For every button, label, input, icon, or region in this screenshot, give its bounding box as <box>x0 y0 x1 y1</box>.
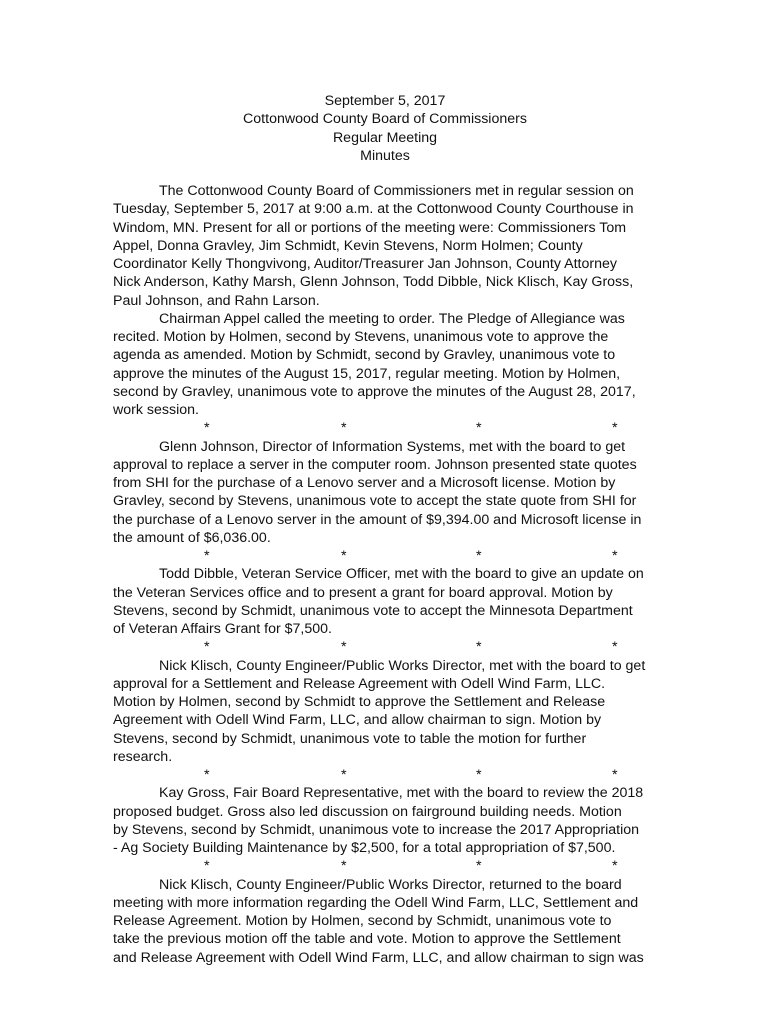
text-line: Tuesday, September 5, 2017 at 9:00 a.m. at the Cottonwood County Courthouse in <box>113 201 634 218</box>
meeting-type: Regular Meeting <box>332 129 438 146</box>
text-line: Chairman Appel called the meeting to order. The Pledge of Allegiance was <box>159 310 625 327</box>
separator-asterisk: * <box>341 420 347 437</box>
text-line: of Veteran Affairs Grant for $7,500. <box>113 621 332 637</box>
separator-asterisk: * <box>341 767 347 783</box>
text-line: by Stevens, second by Schmidt, unanimous vote to increase the 2017 Appropriation <box>113 821 640 838</box>
text-line: Agreement with Odell Wind Farm, LLC, and allow chairman to sign. Motion by <box>113 712 602 729</box>
separator-asterisk: * <box>476 767 482 783</box>
text-line: meeting with more information regarding the Odell Wind Farm, LLC, Settlement and <box>113 894 639 911</box>
separator-asterisk: * <box>612 639 618 656</box>
separator-asterisk: * <box>612 767 618 783</box>
separator-asterisk: * <box>341 858 347 875</box>
separator-asterisk: * <box>204 420 210 437</box>
separator-asterisk: * <box>204 548 210 564</box>
text-line: approval to replace a server in the computer room. Johnson presented state quotes <box>113 456 637 473</box>
text-line: the Veteran Services office and to present a grant for board approval. Motion by <box>113 584 613 601</box>
separator-asterisk: * <box>476 639 482 656</box>
text-line: work session. <box>113 402 199 418</box>
section-separator <box>113 419 688 437</box>
text-line: Nick Klisch, County Engineer/Public Works Director, met with the board to get <box>159 657 646 674</box>
text-line: Gravley, second by Stevens, unanimous vote to accept the state quote from SHI for <box>113 493 637 510</box>
section-separator <box>113 638 688 656</box>
text-line: proposed budget. Gross also led discussion on fairground building needs. Motion <box>113 803 622 820</box>
text-line: Nick Klisch, County Engineer/Public Works Director, returned to the board <box>159 876 622 893</box>
text-line: and Release Agreement with Odell Wind Farm, LLC, and allow chairman to sign was <box>113 949 644 966</box>
separator-asterisk: * <box>612 858 618 875</box>
separator-asterisk: * <box>612 420 618 437</box>
board-name: Cottonwood County Board of Commissioners <box>243 111 527 128</box>
separator-asterisk: * <box>204 858 210 875</box>
separator-asterisk: * <box>476 420 482 437</box>
text-line: Windom, MN. Present for all or portions of the meeting were: Commissioners Tom <box>113 219 627 236</box>
separator-asterisk: * <box>204 639 210 656</box>
section-separator <box>113 857 688 875</box>
text-line: second by Gravley, unanimous vote to approve the minutes of the August 28, 2017, <box>113 383 636 400</box>
text-line: - Ag Society Building Maintenance by $2,500, for a total appropriation of $7,500. <box>113 840 616 856</box>
separator-asterisk: * <box>204 767 210 783</box>
text-line: Coordinator Kelly Thongvivong, Auditor/Treasurer Jan Johnson, County Attorney <box>113 256 617 272</box>
text-line: Motion by Holmen, second by Schmidt to approve the Settlement and Release <box>113 694 606 710</box>
text-line: approve the minutes of the August 15, 2017, regular meeting. Motion by Holmen, <box>113 365 621 382</box>
text-line: Glenn Johnson, Director of Information Systems, met with the board to get <box>159 438 626 455</box>
minutes-header <box>0 92 770 165</box>
section-separator <box>113 547 688 565</box>
text-line: the amount of $6,036.00. <box>113 529 271 546</box>
minutes-body <box>113 182 688 967</box>
separator-asterisk: * <box>341 548 347 564</box>
separator-asterisk: * <box>476 858 482 875</box>
text-line: from SHI for the purchase of a Lenovo server and a Microsoft license. Motion by <box>113 475 616 491</box>
text-line: recited. Motion by Holmen, second by Stevens, unanimous vote to approve the <box>113 329 609 345</box>
text-line: Kay Gross, Fair Board Representative, met with the board to review the 2018 <box>159 785 644 802</box>
text-line: Paul Johnson, and Rahn Larson. <box>113 292 320 309</box>
separator-asterisk: * <box>476 548 482 564</box>
document-type: Minutes <box>360 147 410 164</box>
separator-asterisk: * <box>612 548 618 564</box>
text-line: Appel, Donna Gravley, Jim Schmidt, Kevin Stevens, Norm Holmen; County <box>113 237 583 254</box>
text-line: the purchase of a Lenovo server in the amount of $9,394.00 and Microsoft license in <box>113 511 642 528</box>
text-line: Release Agreement. Motion by Holmen, second by Schmidt, unanimous vote to <box>113 913 612 929</box>
meeting-date: September 5, 2017 <box>324 93 446 109</box>
text-line: approval for a Settlement and Release Agreement with Odell Wind Farm, LLC. <box>113 675 606 692</box>
separator-asterisk: * <box>341 639 347 656</box>
text-line: Stevens, second by Schmidt, unanimous vote to accept the Minnesota Department <box>113 602 633 619</box>
text-line: research. <box>113 748 173 765</box>
text-line: take the previous motion off the table and vote. Motion to approve the Settlement <box>113 931 621 948</box>
text-line: Todd Dibble, Veteran Service Officer, met with the board to give an update on <box>159 566 644 583</box>
section-separator <box>113 766 688 784</box>
text-line: Stevens, second by Schmidt, unanimous vote to table the motion for further <box>113 730 587 747</box>
text-line: Nick Anderson, Kathy Marsh, Glenn Johnson, Todd Dibble, Nick Klisch, Kay Gross, <box>113 274 634 291</box>
text-line: agenda as amended. Motion by Schmidt, second by Gravley, unanimous vote to <box>113 347 616 364</box>
text-line: The Cottonwood County Board of Commissioners met in regular session on <box>159 183 634 199</box>
